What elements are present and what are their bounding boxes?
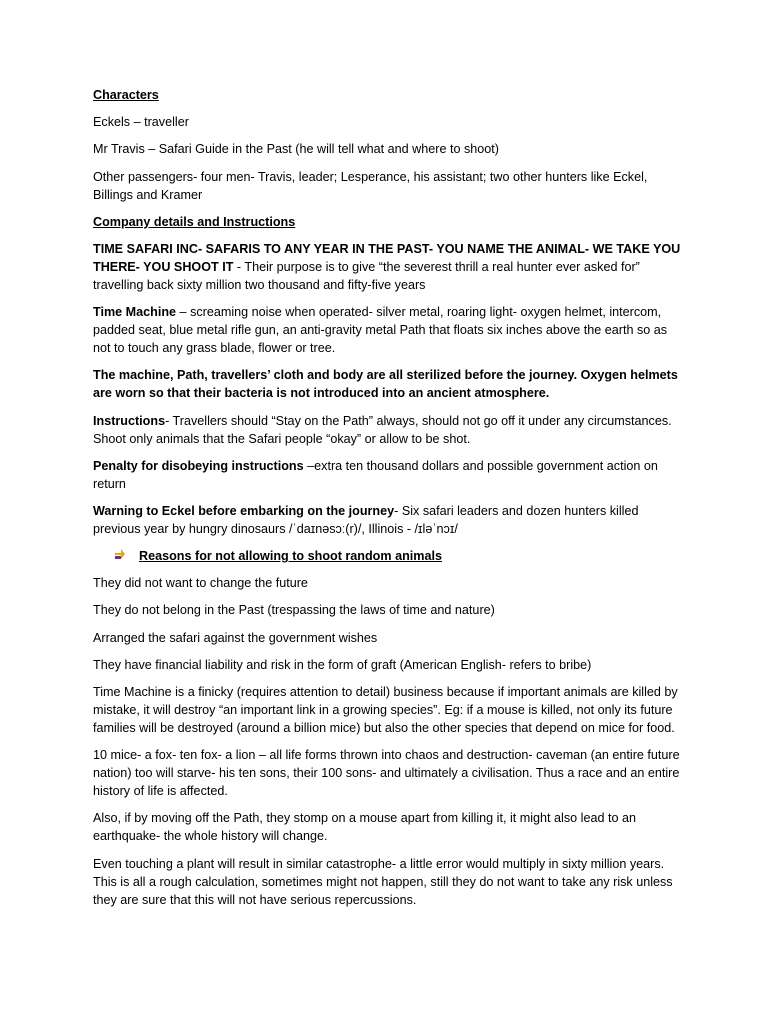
- company-purpose: - Their purpose is to give “the severest thrill a real hunter ever asked for” travelling back sixty million two thousand and fifty-five years: [93, 259, 640, 292]
- reason-item: Also, if by moving off the Path, they stomp on a mouse apart from killing it, it might also lead to an earthquake- the whole history will change.: [93, 811, 636, 844]
- time-machine-text: – screaming noise when operated- silver metal, roaring light- oxygen helmet, intercom, padded seat, blue metal rifle gun, an anti-gravity metal Path that floats six inches above the earth so as not to touch any grass blade, flower or tree.: [93, 305, 668, 356]
- penalty-paragraph: [93, 457, 683, 493]
- warning-label: Warning to Eckel before embarking on the journey: [93, 503, 395, 518]
- company-paragraph: [93, 240, 683, 294]
- reason-item: Time Machine is a finicky (requires attention to detail) business because if important animals are killed by mistake, it will destroy “an important link in a growing species”. Eg: if a mouse is killed, not only its future families will be destroyed (around a billion mice) but also the other species that depend on mice for food.: [93, 685, 678, 735]
- reason-item: Even touching a plant will result in similar catastrophe- a little error would multiply in sixty million years. This is all a rough calculation, sometimes might not happen, still they do not want to take any risk unless they are sure that this will not have serious repercussions.: [93, 856, 673, 907]
- heading-characters: Characters: [93, 88, 159, 102]
- warning-paragraph: [93, 502, 683, 538]
- heading-company: Company details and Instructions: [93, 214, 296, 229]
- instructions-paragraph: [93, 412, 683, 448]
- time-machine-paragraph: [93, 303, 683, 357]
- penalty-text: –extra ten thousand dollars and possible government action on return: [93, 458, 658, 491]
- reason-item: They do not belong in the Past (trespassing the laws of time and nature): [93, 603, 495, 618]
- reason-item: They did not want to change the future: [93, 576, 308, 591]
- instructions-label: Instructions: [93, 413, 166, 428]
- sterilized-paragraph: The machine, Path, travellers’ cloth and body are all sterilized before the journey. Oxygen helmets are worn so that their bacteria is not introduced into an ancient atmosphere.: [93, 368, 678, 401]
- reason-item: 10 mice- a fox- ten fox- a lion – all life forms thrown into chaos and destruction- caveman (an entire future nation) too will starve- his ten sons, their 100 sons- and ultimately a civilisation. Thus a race and an entire history of life is affected.: [93, 748, 680, 799]
- arrow-bullet-icon: [115, 548, 125, 560]
- instructions-text: - Travellers should “Stay on the Path” always, should not go off it under any circumstances. Shoot only animals that the Safari people “okay” or allow to be shot.: [93, 413, 672, 446]
- penalty-label: Penalty for disobeying instructions: [93, 458, 304, 473]
- character-others: Other passengers- four men- Travis, leader; Lesperance, his assistant; two other hunters like Eckel, Billings and Kramer: [93, 169, 648, 202]
- time-machine-label: Time Machine: [93, 305, 177, 320]
- reasons-heading-line: [93, 547, 683, 565]
- character-eckels: Eckels – traveller: [93, 115, 189, 130]
- character-travis: Mr Travis – Safari Guide in the Past (he will tell what and where to shoot): [93, 142, 499, 157]
- reason-item: Arranged the safari against the government wishes: [93, 630, 378, 645]
- document-page: [93, 86, 683, 918]
- warning-text: - Six safari leaders and dozen hunters killed previous year by hungry dinosaurs /ˈdaɪnəsɔː(r)/, Illinois - /ɪləˈnɔɪ/: [93, 503, 639, 536]
- reasons-heading: Reasons for not allowing to shoot random animals: [139, 549, 442, 564]
- reason-item: They have financial liability and risk in the form of graft (American English- refers to bribe): [93, 657, 592, 672]
- company-slogan: TIME SAFARI INC- SAFARIS TO ANY YEAR IN THE PAST- YOU NAME THE ANIMAL- WE TAKE YOU THERE- YOU SHOOT IT: [93, 241, 681, 274]
